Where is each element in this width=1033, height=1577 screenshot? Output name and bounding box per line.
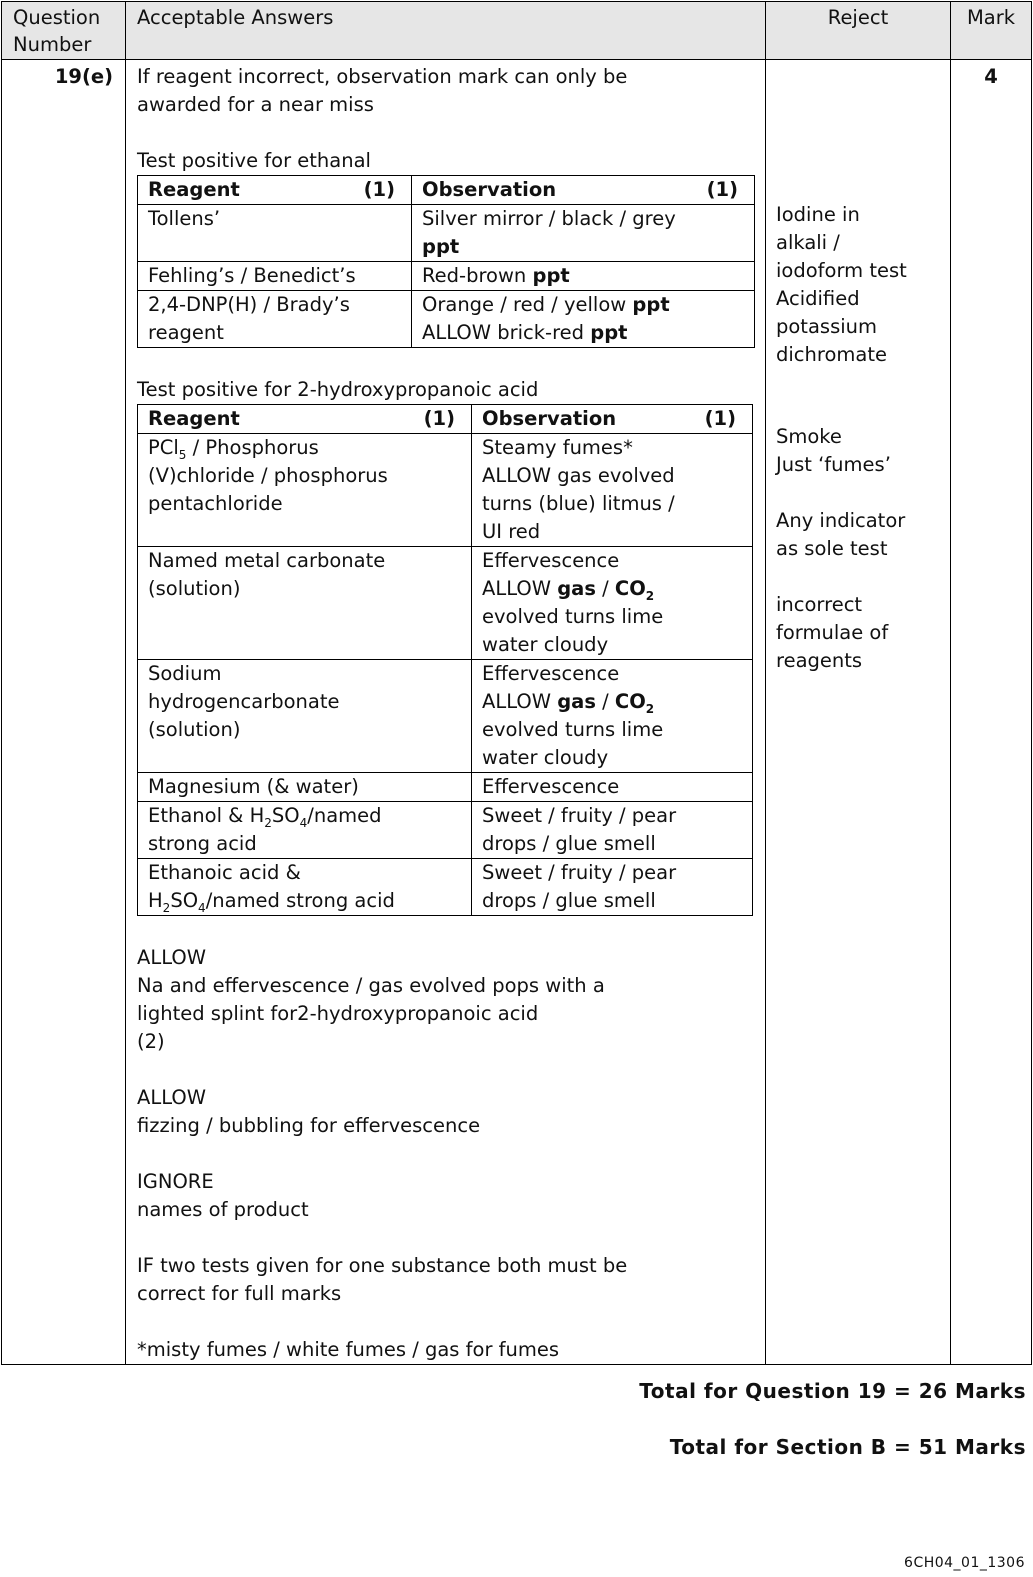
- reagent-cell: Named metal carbonate (solution): [138, 547, 472, 660]
- ethanal-table: [137, 175, 755, 348]
- total-question: Total for Question 19 = 26 Marks: [639, 1379, 1026, 1403]
- observation-header: Observation: [422, 178, 557, 201]
- observation-cell: Sweet / fruity / pear drops / glue smell: [472, 859, 753, 916]
- table-row: [138, 262, 755, 291]
- observation-header: Observation: [482, 407, 617, 430]
- intro-text: If reagent incorrect, observation mark can only be awarded for a near miss: [137, 65, 628, 116]
- note-ignore: IGNORE names of product: [137, 1170, 309, 1221]
- reject-indicator: Any indicator as sole test: [776, 509, 906, 560]
- reject-smoke: Smoke Just ‘fumes’: [776, 425, 891, 476]
- reagent-cell: Ethanol & $H_2SO_4$/named strong acid: [138, 802, 472, 859]
- acceptable-answers-cell: [126, 60, 766, 1365]
- mark-label: (1): [704, 407, 736, 430]
- footer-code: 6CH04_01_1306: [904, 1555, 1025, 1571]
- observation-cell: Effervescence: [472, 773, 753, 802]
- reagent-cell: Magnesium (& water): [138, 773, 472, 802]
- reagent-header: Reagent: [148, 407, 240, 430]
- table-row: [138, 205, 755, 262]
- reject-cell: [766, 60, 951, 1365]
- table-row: [138, 434, 753, 547]
- observation-cell: Steamy fumes* ALLOW gas evolved turns (blue) litmus / UI red: [472, 434, 753, 547]
- table-row: [138, 547, 753, 660]
- reject-header: Reject: [766, 2, 951, 60]
- total-section: Total for Section B = 51 Marks: [669, 1435, 1026, 1459]
- question-number-header: Question Number: [2, 2, 126, 60]
- observation-cell: Orange / red / yellow ppt ALLOW brick-red ppt: [412, 291, 755, 348]
- acceptable-answers-header: Acceptable Answers: [126, 2, 766, 60]
- observation-cell: Sweet / fruity / pear drops / glue smell: [472, 802, 753, 859]
- mark-label: (1): [706, 178, 738, 201]
- note-two-tests: IF two tests given for one substance both must be correct for full marks: [137, 1254, 628, 1305]
- reagent-cell: Tollens’: [138, 205, 412, 262]
- table-row: [138, 660, 753, 773]
- mark-value: 4: [951, 60, 1032, 1365]
- acid-table: [137, 404, 753, 916]
- table-row: [138, 802, 753, 859]
- reagent-cell: Sodium hydrogencarbonate (solution): [138, 660, 472, 773]
- table-row: [138, 859, 753, 916]
- acid-heading: Test positive for 2-hydroxypropanoic acid: [137, 378, 539, 401]
- ethanal-header-row: [138, 176, 755, 205]
- observation-cell: Red-brown ppt: [412, 262, 755, 291]
- reject-formulae: incorrect formulae of reagents: [776, 593, 889, 672]
- ethanal-heading: Test positive for ethanal: [137, 149, 371, 172]
- reagent-cell: PCl$_5$ / Phosphorus (V)chloride / phosphorus pentachloride: [138, 434, 472, 547]
- mark-label: (1): [423, 407, 455, 430]
- mark-header: Mark: [951, 2, 1032, 60]
- header-row: [2, 2, 1032, 60]
- table-row: [138, 773, 753, 802]
- reagent-cell: Fehling’s / Benedict’s: [138, 262, 412, 291]
- answer-row: [2, 60, 1032, 1365]
- mark-scheme-table: [1, 1, 1032, 1365]
- reagent-cell: 2,4-DNP(H) / Brady’s reagent: [138, 291, 412, 348]
- reject-iodine: Iodine in alkali / iodoform test Acidified potassium dichromate: [776, 203, 907, 366]
- note-allow-fizzing: ALLOW fizzing / bubbling for effervescence: [137, 1086, 481, 1137]
- mark-label: (1): [363, 178, 395, 201]
- observation-cell: Silver mirror / black / grey ppt: [412, 205, 755, 262]
- note-misty-fumes: *misty fumes / white fumes / gas for fumes: [137, 1338, 560, 1361]
- reagent-header: Reagent: [148, 178, 240, 201]
- observation-cell: Effervescence ALLOW gas / $CO_2$ evolved turns lime water cloudy: [472, 660, 753, 773]
- question-number: 19(e): [2, 60, 126, 1365]
- acid-header-row: [138, 405, 753, 434]
- observation-cell: Effervescence ALLOW gas / $CO_2$ evolved turns lime water cloudy: [472, 547, 753, 660]
- note-allow-sodium: ALLOW Na and effervescence / gas evolved pops with a lighted splint for2-hydroxypropanoic acid (2): [137, 946, 605, 1053]
- reagent-cell: Ethanoic acid & $H_2SO_4$/named strong acid: [138, 859, 472, 916]
- table-row: [138, 291, 755, 348]
